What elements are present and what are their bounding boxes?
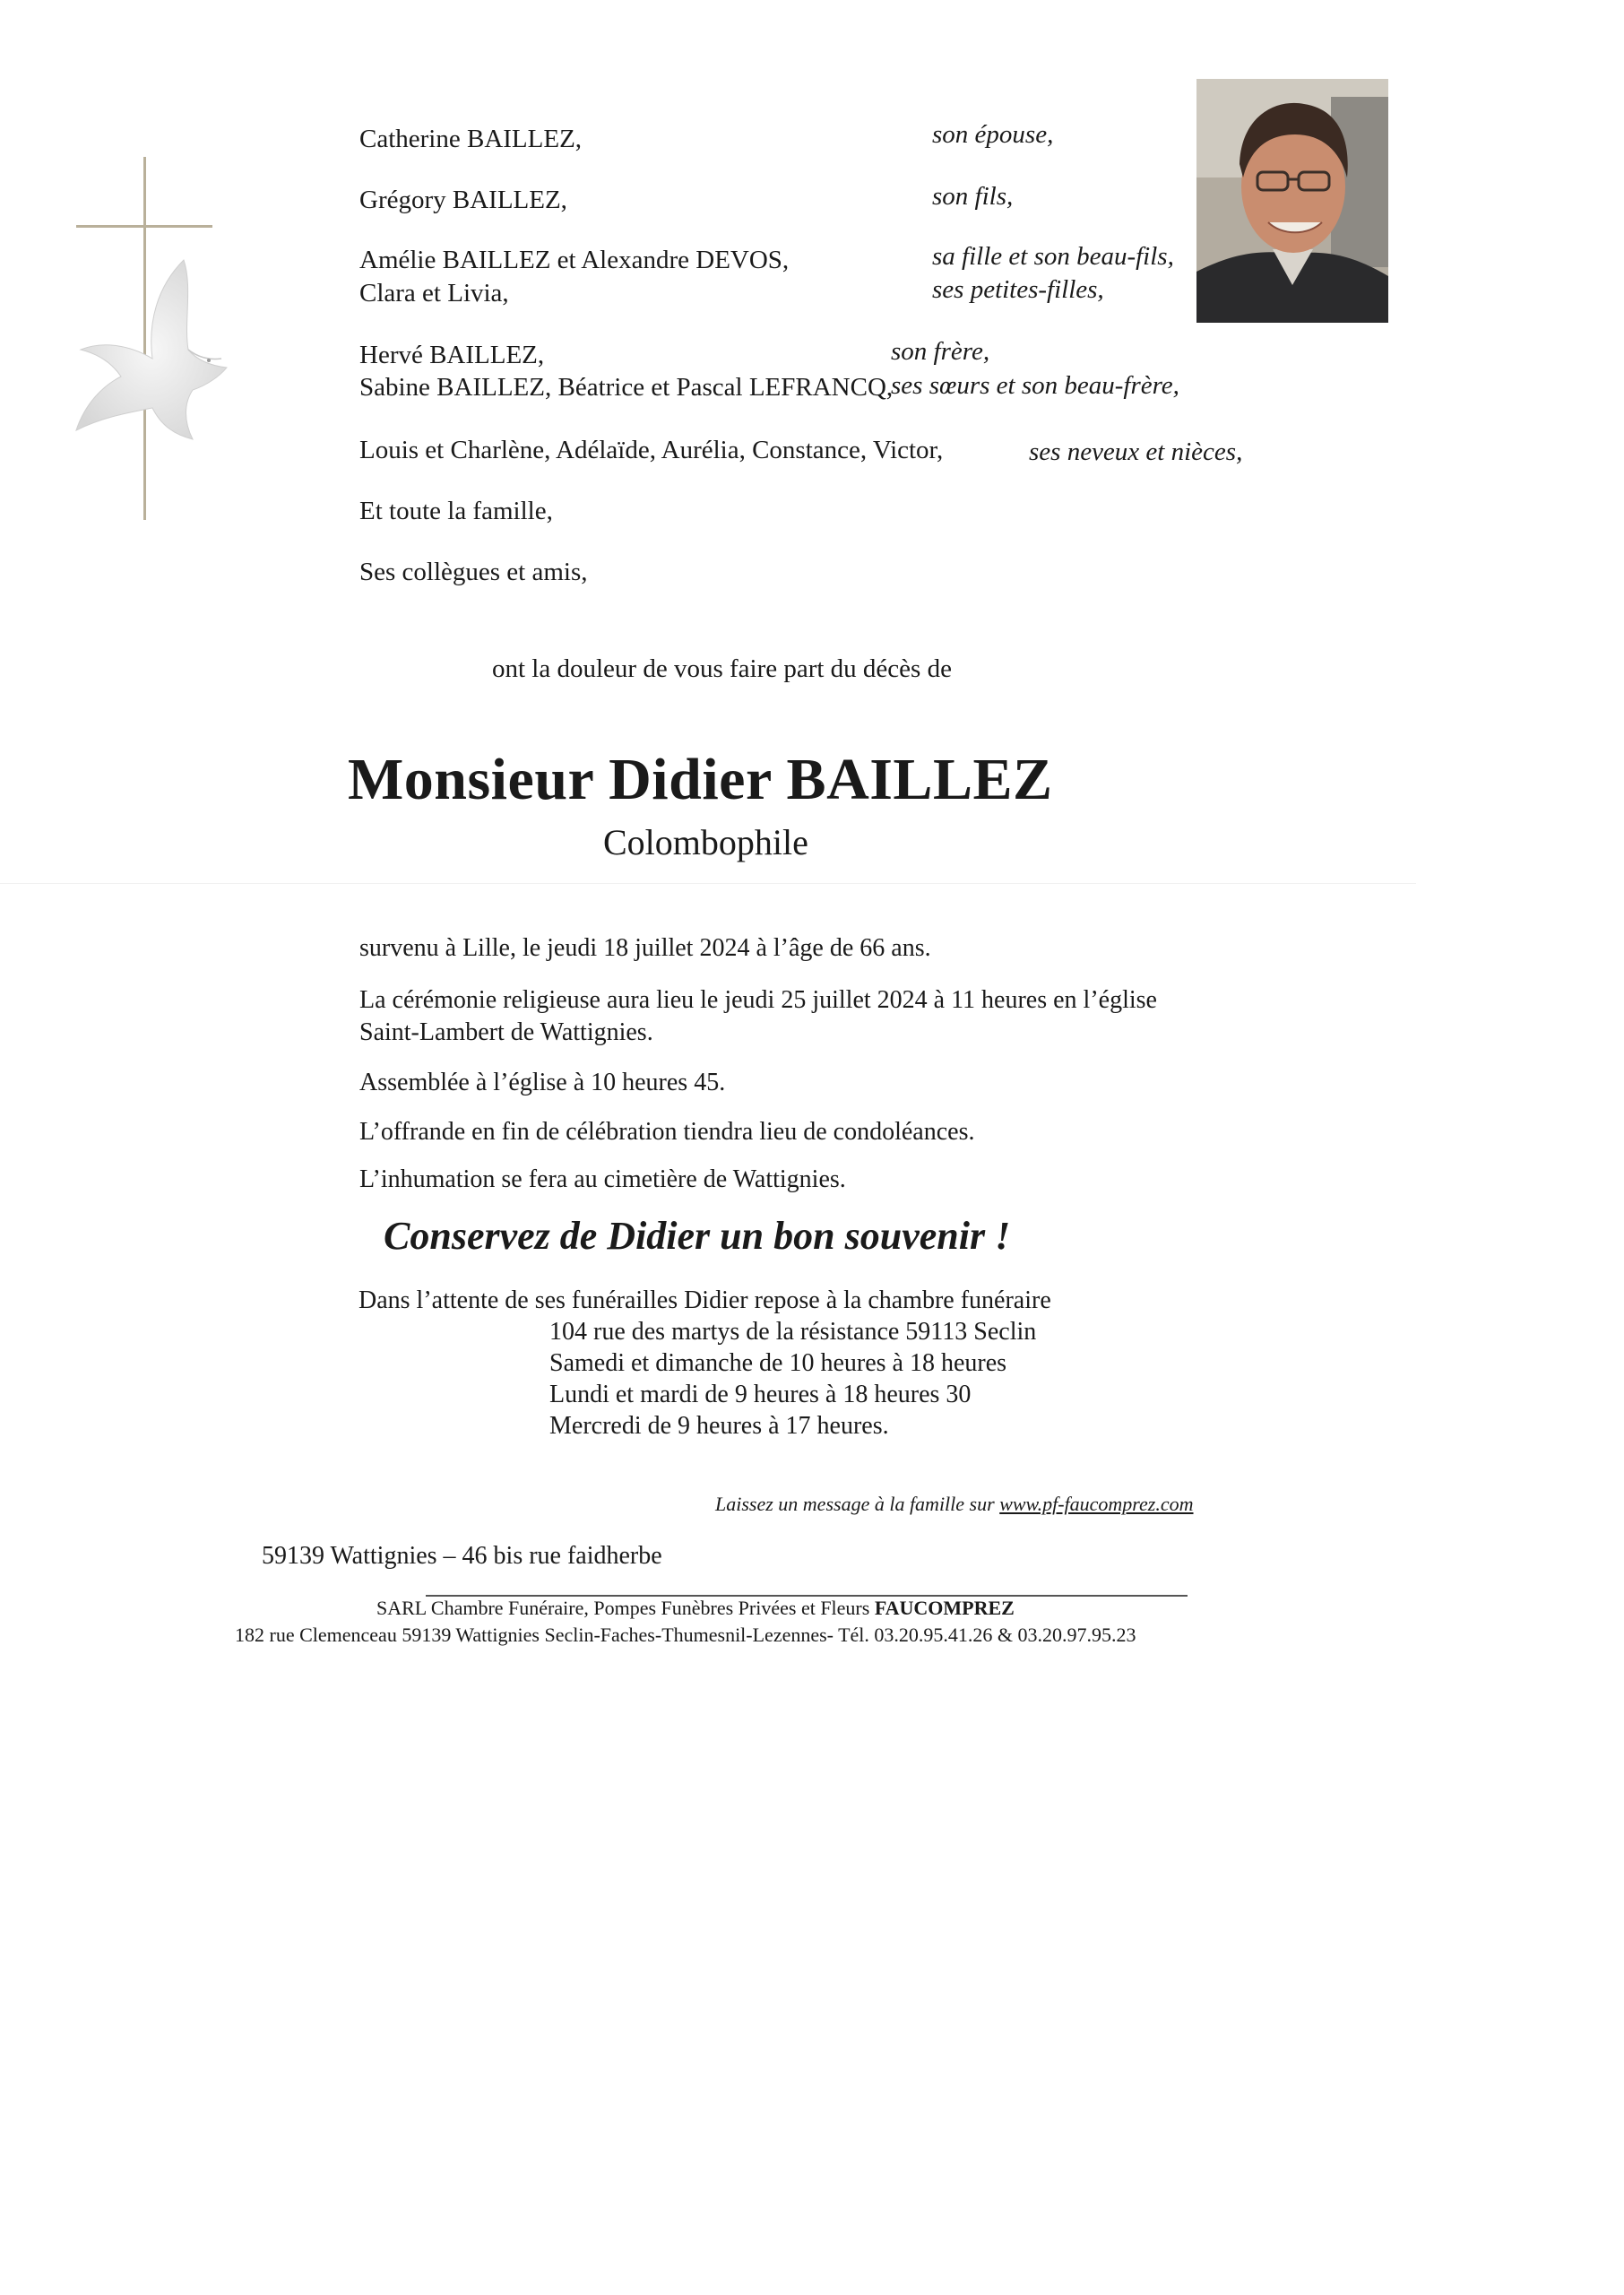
family-name: Amélie BAILLEZ et Alexandre DEVOS, (359, 246, 790, 274)
dove-icon (49, 251, 229, 448)
cross-bar (76, 225, 212, 228)
deceased-occupation: Colombophile (603, 822, 808, 862)
family-relation: ses sœurs et son beau-frère, (891, 371, 1179, 400)
family-relation: ses petites-filles, (932, 275, 1104, 304)
rest-intro: Dans l’attente de ses funérailles Didier repose à la chambre funéraire (358, 1286, 1051, 1314)
footer-company (376, 1596, 1015, 1621)
family-relation: son fils, (932, 182, 1014, 211)
portrait-photo (1196, 79, 1388, 323)
fold-line (0, 883, 1416, 884)
rest-address: 104 rue des martys de la résistance 59113 Seclin (549, 1318, 1037, 1346)
family-relation: sa fille et son beau-fils, (932, 242, 1174, 271)
rest-hours-weekend: Samedi et dimanche de 10 heures à 18 heures (549, 1349, 1007, 1377)
burial-info: L’inhumation se fera au cimetière de Wattignies. (359, 1165, 846, 1193)
footer-company-name: FAUCOMPREZ (874, 1597, 1015, 1619)
motto: Conservez de Didier un bon souvenir ! (384, 1214, 1011, 1258)
offering-info: L’offrande en fin de célébration tiendra lieu de condoléances. (359, 1118, 975, 1146)
family-name: Ses collègues et amis, (359, 558, 588, 586)
assembly-info: Assemblée à l’église à 10 heures 45. (359, 1069, 726, 1096)
family-name: Sabine BAILLEZ, Béatrice et Pascal LEFRANCQ, (359, 373, 894, 402)
family-name: Louis et Charlène, Adélaïde, Aurélia, Constance, Victor, (359, 436, 944, 464)
rest-hours-wed: Mercredi de 9 heures à 17 heures. (549, 1412, 889, 1440)
rest-hours-mon-tue: Lundi et mardi de 9 heures à 18 heures 30 (549, 1381, 972, 1408)
family-relation: ses neveux et nièces, (1029, 437, 1243, 466)
announcement-intro: ont la douleur de vous faire part du décès de (492, 654, 952, 683)
footer-company-text: SARL Chambre Funéraire, Pompes Funèbres Privées et Fleurs (376, 1597, 875, 1619)
family-name: Catherine BAILLEZ, (359, 125, 583, 153)
family-name: Hervé BAILLEZ, (359, 341, 545, 369)
message-text: Laissez un message à la famille sur (715, 1493, 1000, 1515)
family-address: 59139 Wattignies – 46 bis rue faidherbe (262, 1542, 662, 1570)
deceased-name: Monsieur Didier BAILLEZ (348, 747, 1053, 812)
family-name: Grégory BAILLEZ, (359, 186, 567, 214)
family-relation: son frère, (891, 337, 990, 366)
footer-contact: 182 rue Clemenceau 59139 Wattignies Seclin-Faches-Thumesnil-Lezennes- Tél. 03.20.95.41.26 & 03.20.97.95.23 (235, 1624, 1136, 1646)
message-line (715, 1492, 1194, 1517)
family-relation: son épouse, (932, 120, 1054, 149)
family-name: Et toute la famille, (359, 497, 553, 525)
ceremony-place: Saint-Lambert de Wattignies. (359, 1018, 653, 1046)
family-name: Clara et Livia, (359, 279, 509, 307)
death-info: survenu à Lille, le jeudi 18 juillet 2024 à l’âge de 66 ans. (359, 934, 931, 962)
website-link[interactable]: www.pf-faucomprez.com (999, 1493, 1194, 1515)
ceremony-info: La cérémonie religieuse aura lieu le jeudi 25 juillet 2024 à 11 heures en l’église (359, 986, 1157, 1014)
